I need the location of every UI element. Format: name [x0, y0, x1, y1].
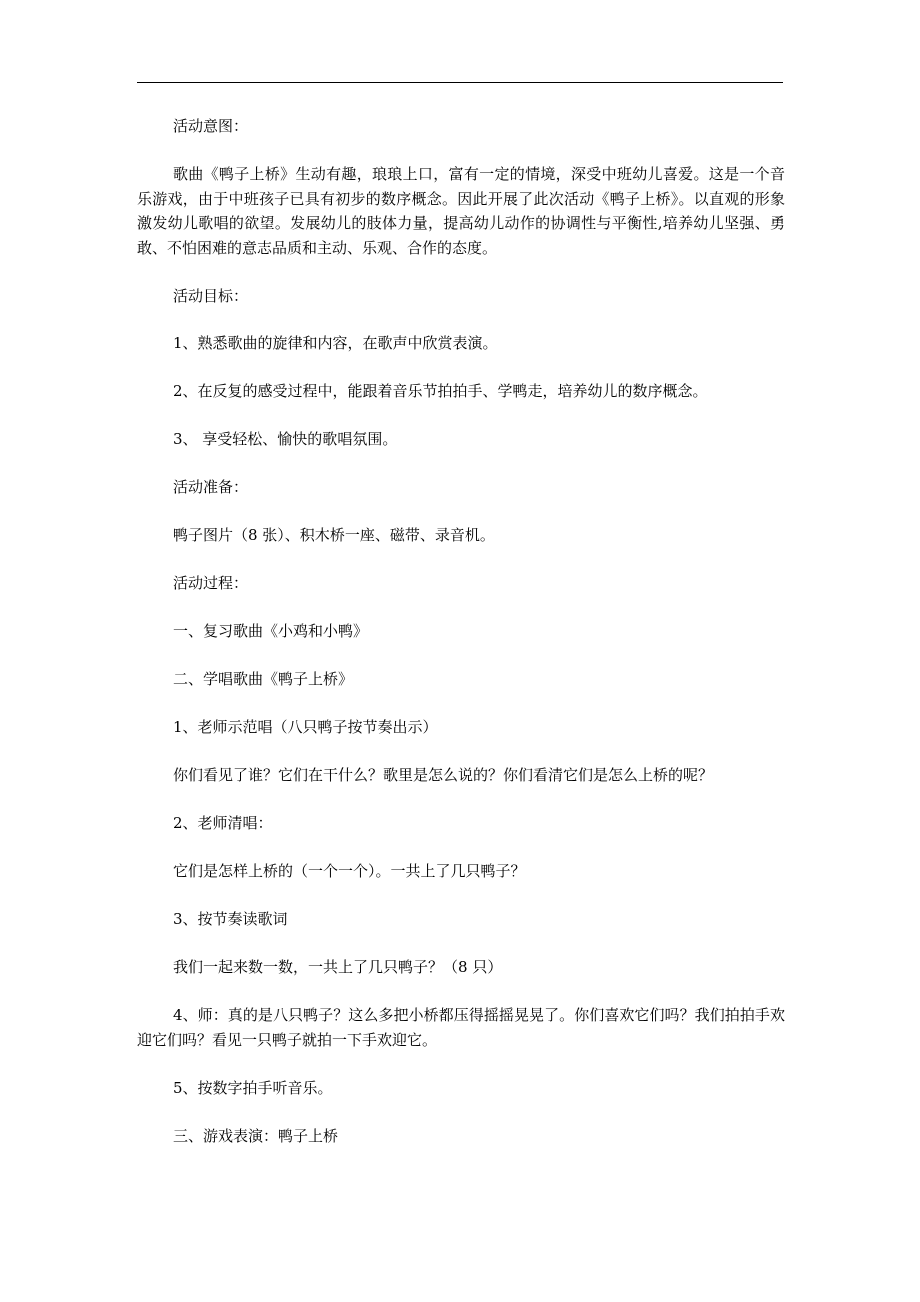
substep-1-text: 你们看见了谁？它们在干什么？歌里是怎么说的？你们看清它们是怎么上桥的呢？: [173, 766, 714, 784]
substep-1: 1、老师示范唱（八只鸭子按节奏出示）: [173, 718, 438, 736]
heading-activity-process: 活动过程：: [173, 574, 249, 592]
substep-2-text: 它们是怎样上桥的（一个一个）。一共上了几只鸭子？: [173, 862, 526, 880]
process-step-two: 二、学唱歌曲《鸭子上桥》: [173, 670, 354, 688]
goal-item-2: 2、在反复的感受过程中，能跟着音乐节拍拍手、学鸭走，培养幼儿的数序概念。: [173, 382, 708, 400]
goal-item-3: 3、 享受轻松、愉快的歌唱氛围。: [173, 430, 398, 448]
substep-2: 2、老师清唱：: [173, 814, 273, 832]
goal-item-1: 1、熟悉歌曲的旋律和内容，在歌声中欣赏表演。: [173, 334, 498, 352]
heading-activity-goals: 活动目标：: [173, 287, 249, 305]
header-rule: [137, 82, 783, 83]
heading-activity-preparation: 活动准备：: [173, 478, 249, 496]
preparation-text: 鸭子图片（8 张）、积木桥一座、磁带、录音机。: [173, 526, 495, 544]
intent-paragraph: 歌曲《鸭子上桥》生动有趣，琅琅上口，富有一定的情境，深受中班幼儿喜爱。这是一个音乐游戏，由于中班孩子已具有初步的数序概念。因此开展了此次活动《鸭子上桥》。以直观的形象激发幼儿歌唱的欲望。发展幼儿的肢体力量，提高幼儿动作的协调性与平衡性,培养幼儿坚强、勇敢、不怕困难的意志品质和主动、乐观、合作的态度。: [137, 165, 785, 257]
substep-3: 3、按节奏读歌词: [173, 910, 288, 928]
substep-4: 4、师：真的是八只鸭子？这么多把小桥都压得摇摇晃晃了。你们喜欢它们吗？我们拍拍手欢迎它们吗？看见一只鸭子就拍一下手欢迎它。: [137, 1006, 785, 1049]
substep-3-text: 我们一起来数一数，一共上了几只鸭子？（8 只）: [173, 958, 503, 976]
substep-5: 5、按数字拍手听音乐。: [173, 1079, 333, 1097]
process-step-one: 一、复习歌曲《小鸡和小鸭》: [173, 622, 369, 640]
heading-activity-intent: 活动意图：: [173, 117, 249, 135]
process-step-three: 三、游戏表演：鸭子上桥: [173, 1127, 339, 1145]
